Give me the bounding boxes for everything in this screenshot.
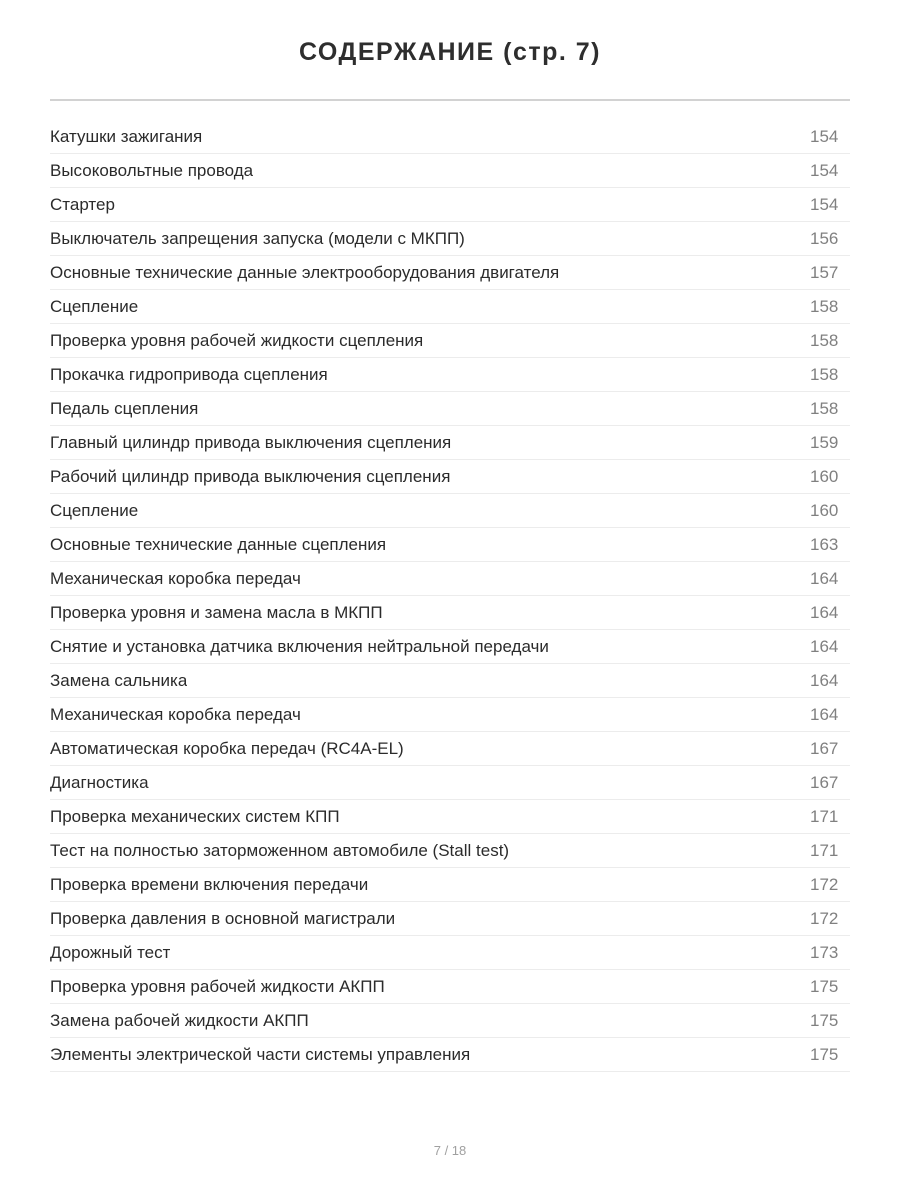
toc-entry[interactable] bbox=[50, 970, 850, 1004]
toc-entry-page-number: 159 bbox=[810, 432, 839, 452]
toc-entry-title: Проверка уровня рабочей жидкости сцепления bbox=[50, 330, 424, 350]
toc-entry-title: Дорожный тест bbox=[50, 942, 171, 962]
toc-entry-title: Рабочий цилиндр привода выключения сцепления bbox=[50, 466, 451, 486]
toc-entry-title: Элементы электрической части системы управления bbox=[50, 1044, 471, 1064]
toc-entry[interactable] bbox=[50, 392, 850, 426]
toc-entry[interactable] bbox=[50, 154, 850, 188]
toc-entry[interactable] bbox=[50, 834, 850, 868]
toc-entry-page-number: 156 bbox=[810, 228, 839, 248]
toc-entry[interactable] bbox=[50, 936, 850, 970]
toc-entry[interactable] bbox=[50, 426, 850, 460]
toc-entry[interactable] bbox=[50, 630, 850, 664]
toc-entry-page-number: 164 bbox=[810, 670, 839, 690]
toc-entry-title: Педаль сцепления bbox=[50, 398, 199, 418]
toc-entry-title: Высоковольтные провода bbox=[50, 160, 254, 180]
toc-entry[interactable] bbox=[50, 528, 850, 562]
toc-entry-title: Основные технические данные электрооборудования двигателя bbox=[50, 262, 560, 282]
toc-entry[interactable] bbox=[50, 732, 850, 766]
toc-entry[interactable] bbox=[50, 120, 850, 154]
toc-entry[interactable] bbox=[50, 460, 850, 494]
toc-entry-title: Главный цилиндр привода выключения сцепления bbox=[50, 432, 452, 452]
toc-entry-page-number: 164 bbox=[810, 636, 839, 656]
toc-entry[interactable] bbox=[50, 1038, 850, 1072]
toc-entry-page-number: 167 bbox=[810, 738, 839, 758]
toc-entry-page-number: 154 bbox=[810, 194, 839, 214]
toc-entry-title: Проверка уровня и замена масла в МКПП bbox=[50, 602, 383, 622]
toc-entry[interactable] bbox=[50, 290, 850, 324]
toc-entry-page-number: 164 bbox=[810, 704, 839, 724]
toc-entry[interactable] bbox=[50, 664, 850, 698]
toc-entry-page-number: 167 bbox=[810, 772, 839, 792]
toc-entry-title: Основные технические данные сцепления bbox=[50, 534, 387, 554]
toc-entry[interactable] bbox=[50, 324, 850, 358]
toc-entry-page-number: 172 bbox=[810, 908, 839, 928]
toc-entry[interactable] bbox=[50, 800, 850, 834]
toc-entry-title: Снятие и установка датчика включения нейтральной передачи bbox=[50, 636, 549, 656]
toc-entry-title: Диагностика bbox=[50, 772, 149, 792]
toc-entry-title: Стартер bbox=[50, 194, 115, 214]
toc-entry-page-number: 158 bbox=[810, 364, 839, 384]
toc-entry-page-number: 175 bbox=[810, 1044, 839, 1064]
toc-entry-title: Автоматическая коробка передач (RC4A-EL) bbox=[50, 738, 404, 758]
toc-entry[interactable] bbox=[50, 494, 850, 528]
toc-entry-page-number: 158 bbox=[810, 398, 839, 418]
toc-entry[interactable] bbox=[50, 562, 850, 596]
toc-entry[interactable] bbox=[50, 188, 850, 222]
toc-entry-page-number: 175 bbox=[810, 1010, 839, 1030]
toc-entry-title: Проверка времени включения передачи bbox=[50, 874, 369, 894]
toc-entry[interactable] bbox=[50, 256, 850, 290]
toc-entry-page-number: 163 bbox=[810, 534, 839, 554]
toc-entry-title: Тест на полностью заторможенном автомобиле (Stall test) bbox=[50, 840, 510, 860]
toc-entry-page-number: 164 bbox=[810, 568, 839, 588]
toc-entry-page-number: 154 bbox=[810, 126, 839, 146]
toc-entry-page-number: 158 bbox=[810, 330, 839, 350]
toc-entry-title: Замена сальника bbox=[50, 670, 188, 690]
toc-entry-page-number: 160 bbox=[810, 466, 839, 486]
toc-entry-title: Проверка механических систем КПП bbox=[50, 806, 340, 826]
table-of-contents bbox=[50, 120, 850, 1072]
toc-entry-page-number: 171 bbox=[810, 840, 839, 860]
toc-entry-title: Проверка давления в основной магистрали bbox=[50, 908, 396, 928]
toc-entry-title: Сцепление bbox=[50, 296, 139, 316]
toc-entry-title: Прокачка гидропривода сцепления bbox=[50, 364, 328, 384]
toc-entry-title: Механическая коробка передач bbox=[50, 568, 301, 588]
toc-entry-page-number: 154 bbox=[810, 160, 839, 180]
toc-entry-page-number: 173 bbox=[810, 942, 839, 962]
toc-entry-page-number: 157 bbox=[810, 262, 839, 282]
toc-entry-page-number: 158 bbox=[810, 296, 839, 316]
toc-entry-title: Выключатель запрещения запуска (модели с МКПП) bbox=[50, 228, 465, 248]
toc-entry-title: Катушки зажигания bbox=[50, 126, 203, 146]
toc-entry-page-number: 160 bbox=[810, 500, 839, 520]
toc-entry[interactable] bbox=[50, 358, 850, 392]
toc-entry-page-number: 164 bbox=[810, 602, 839, 622]
toc-entry-page-number: 175 bbox=[810, 976, 839, 996]
toc-entry[interactable] bbox=[50, 902, 850, 936]
toc-entry-title: Замена рабочей жидкости АКПП bbox=[50, 1010, 309, 1030]
toc-entry-title: Сцепление bbox=[50, 500, 139, 520]
toc-entry[interactable] bbox=[50, 868, 850, 902]
toc-entry-page-number: 172 bbox=[810, 874, 839, 894]
toc-entry[interactable] bbox=[50, 1004, 850, 1038]
toc-entry[interactable] bbox=[50, 222, 850, 256]
page-title: СОДЕРЖАНИЕ (стр. 7) bbox=[298, 38, 602, 66]
toc-entry-page-number: 171 bbox=[810, 806, 839, 826]
toc-entry-title: Механическая коробка передач bbox=[50, 704, 301, 724]
title-divider bbox=[50, 99, 850, 101]
toc-entry[interactable] bbox=[50, 596, 850, 630]
toc-entry-title: Проверка уровня рабочей жидкости АКПП bbox=[50, 976, 385, 996]
toc-entry[interactable] bbox=[50, 766, 850, 800]
toc-entry[interactable] bbox=[50, 698, 850, 732]
page-number-footer: 7 / 18 bbox=[433, 1143, 467, 1158]
